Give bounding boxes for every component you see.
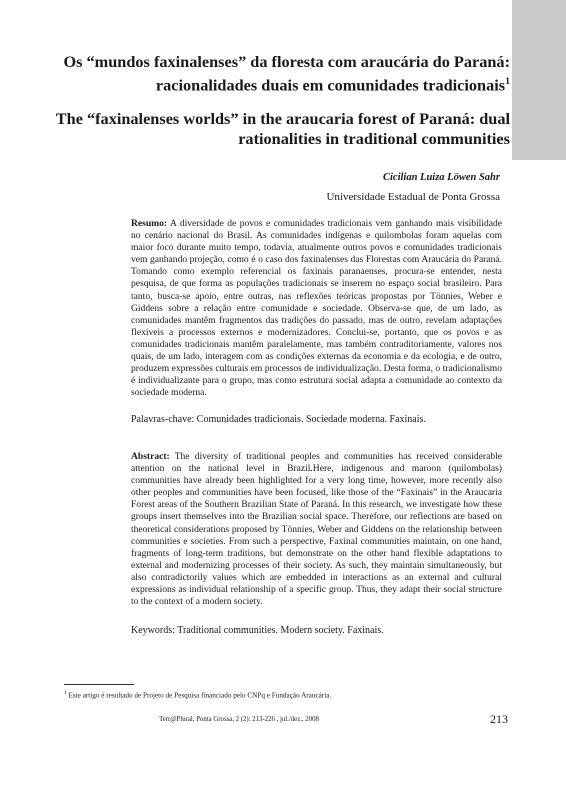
resumo-label: Resumo: (131, 218, 168, 229)
running-footer: Terr@Plural, Ponta Grossa, 2 (2): 213-226 , jul./dez., 2008 (159, 716, 319, 723)
footnote-mark: 1 (64, 690, 67, 696)
keywords: Keywords: Traditional communities. Modern society. Faxinais. (131, 625, 384, 636)
abstract-label: Abstract: (131, 451, 170, 462)
footnote (64, 690, 331, 699)
abstract-text: The diversity of traditional peoples and communities has received considerable attention on the national level in Brazil.Here, indigenous and maroon (quilombolas) communities have already been highlighted for a very long time, however, more recently also other peoples and communities have been focused, like those of the “Faxinais” in the Araucaria Forest areas of the Southern Brazilian State of Paraná. In this research, we investigate how these groups insert themselves into the Brazilian social space. Therefore, our reflections are based on theoretical considerations proposed by Tönnies, Weber and Giddens on the relationship between communities e societies. From such a perspective, Faxinal communities maintain, on one hand, fragments of long-term traditions, but demonstrate on the other hand flexible adaptations to external and modernizing processes of their society. As such, they maintain simultaneously, but also contradictorily values which are embedded in interactions as an external and cultural expressions as individual relationship of a specific group. Thus, they adapt their social structure to the context of a modern society. (131, 451, 503, 608)
author-affiliation: Universidade Estadual de Ponta Grossa (326, 191, 500, 203)
title-english: The “faxinalenses worlds” in the araucaria forest of Paraná: dual rationalities in traditional communities (55, 109, 510, 149)
resumo-text: A diversidade de povos e comunidades tradicionais vem ganhando mais visibilidade no cenário nacional do Brasil. As comunidades indígenas e quilombolas foram aquelas com maior foco durante muito tempo, todavia, atualmente outros povos e comunidades tradicionais vem ganhando projeção, como é o caso dos faxinalenses das Florestas com Araucária do Paraná. Tomando como exemplo referencial os faxinais paranaenses, procura-se entender, nesta pesquisa, de que forma as populações tradicionais se inserem no espaço social brasileiro. Para tanto, busca-se apoio, entre outras, nas reflexões teóricas propostas por Tönnies, Weber e Giddens sobre a relação entre comunidade e sociedade. Observa-se que, de um lado, as comunidades mantêm fragmentos das tradições do passado, mas de outro, revelam adaptações flexíveis a processos externos e modernizadores. Conclui-se, portanto, que os povos e as comunidades tradicionais mantêm paralelamente, mas também contraditoriamente, valores nos quais, de um lado, interagem com as condições externas da economia e da ecologia, e de outro, produzem expressões culturais em processos de individualização. Desta forma, o tradicionalismo é individualizante para o grupo, mas como estrutura social adapta a comunidade ao contexto da sociedade moderna. (131, 218, 502, 399)
title-footnote-mark[interactable]: 1 (505, 76, 510, 87)
title-block (40, 52, 510, 149)
resumo-paragraph (131, 218, 502, 399)
author-name: Cicilian Luiza Löwen Sahr (383, 172, 500, 183)
footnote-text: Este artigo é resultado de Projeto de Pesquisa financiado pelo CNPq e Fundação Araucária. (68, 691, 332, 700)
title-portuguese: Os “mundos faxinalenses” da floresta com araucária do Paraná: racionalidades duais em comunidades tradicionais$^1$ (63, 52, 510, 95)
side-margin-bar (512, 0, 566, 160)
footnote-divider (64, 684, 134, 685)
palavras-chave: Palavras-chave: Comunidades tradicionais. Sociedade moderna. Faxinais. (131, 414, 426, 425)
abstract-paragraph (131, 451, 502, 608)
page-number: 213 (490, 712, 508, 726)
